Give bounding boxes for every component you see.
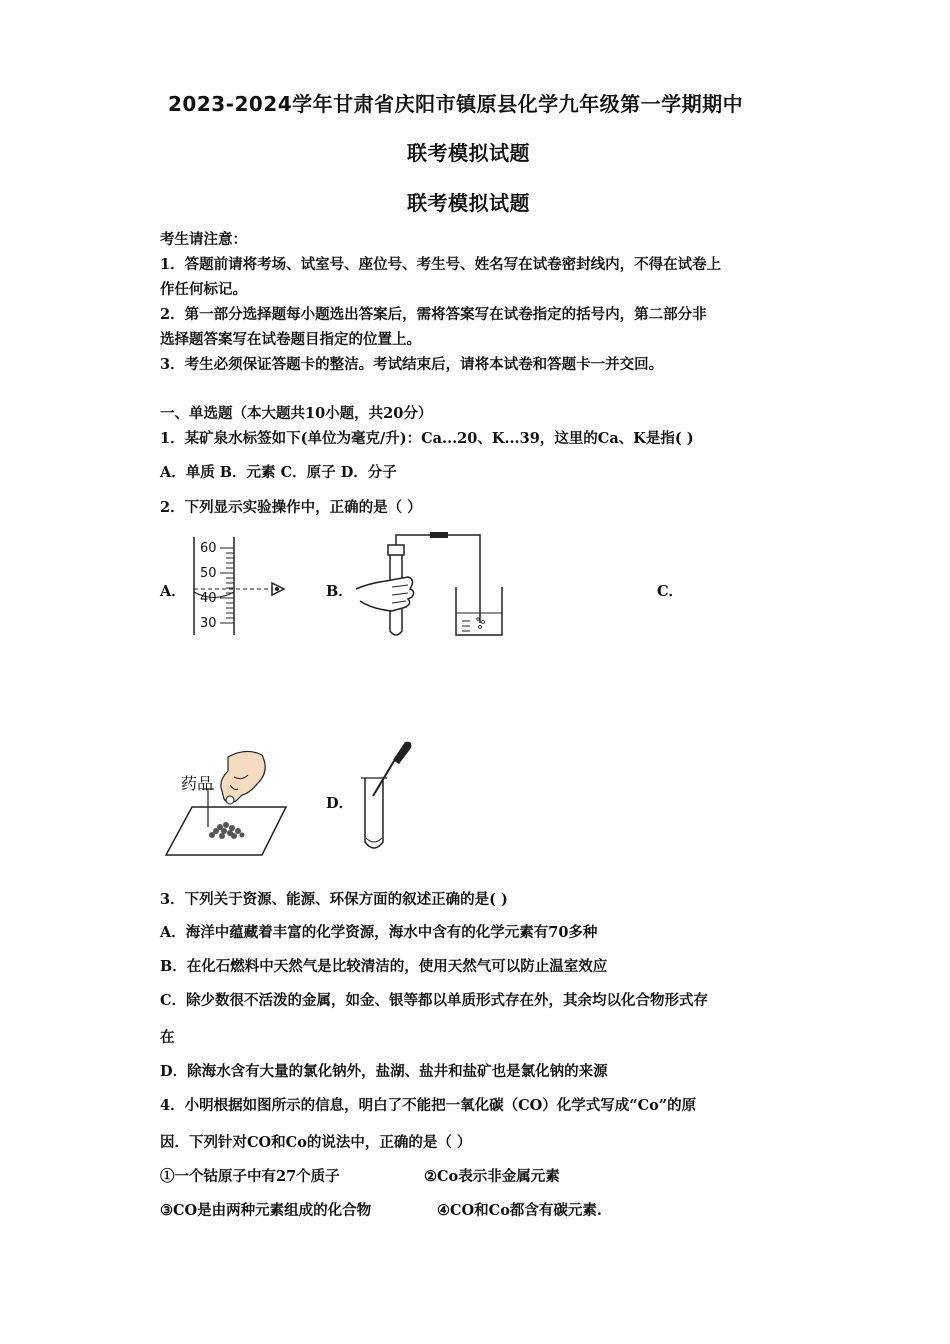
figure-c-drug-label: 药品 [181,774,214,793]
question-1-options: A．单质 B．元素 C．原子 D．分子 [160,464,397,481]
question-4-statement-1: ①一个钴原子中有27个质子 [160,1168,340,1185]
notice-item-1: 1．答题前请将考场、试室号、座位号、考生号、姓名写在试卷密封线内，不得在试卷上 [160,256,722,273]
notice-item-1-cont: 作任何标记。 [160,281,247,298]
question-4-statement-3: ③CO是由两种元素组成的化合物 [160,1202,372,1219]
figure-a-tick-50: 50 [200,566,217,581]
option-d-label: D． [326,795,354,812]
page-subtitle: 联考模拟试题 [407,141,530,165]
figure-a-tick-60: 60 [200,541,217,556]
question-3-option-a: A．海洋中蕴藏着丰富的化学资源，海水中含有的化学元素有70多种 [160,924,598,941]
figure-d-dropper-test-tube [355,738,420,856]
option-b-label: B． [326,583,353,600]
question-3-stem: 3．下列关于资源、能源、环保方面的叙述正确的是( ) [160,891,508,908]
figure-a-graduated-cylinder [180,535,295,640]
question-4-stem: 4．小明根据如图所示的信息，明白了不能把一氧化碳（CO）化学式写成“Co”的原 [160,1097,697,1114]
notice-item-2-cont: 选择题答案写在试卷题目指定的位置上。 [160,331,421,348]
option-c-label: C． [657,583,684,600]
page-subtitle-repeat: 联考模拟试题 [407,191,530,215]
option-a-label: A． [160,583,186,600]
figure-a-tick-40: 40 [200,591,217,606]
question-1-stem: 1．某矿泉水标签如下(单位为毫克/升)：Ca...20、K...39，这里的Ca、K是指( ) [160,430,694,447]
question-4-stem-cont: 因．下列针对CO和Co的说法中，正确的是（ ） [160,1134,472,1151]
question-3-option-c-cont: 在 [160,1029,175,1046]
section-heading: 一、单选题（本大题共10小题，共20分） [160,405,433,422]
notice-heading: 考生请注意： [160,231,247,248]
question-3-option-c: C．除少数很不活泼的金属，如金、银等都以单质形式存在外，其余均以化合物形式存 [160,992,709,1009]
figure-b-airtightness-check [352,527,507,642]
question-2-stem: 2．下列显示实验操作中，正确的是（ ） [160,499,422,516]
notice-item-3: 3．考生必须保证答题卡的整洁。考试结束后，请将本试卷和答题卡一并交回。 [160,356,664,373]
question-3-option-b: B．在化石燃料中天然气是比较清洁的，使用天然气可以防止温室效应 [160,958,608,975]
notice-item-2: 2．第一部分选择题每小题选出答案后，需将答案写在试卷指定的括号内，第二部分非 [160,306,707,323]
figure-c-taking-solid-with-hand [162,745,292,860]
question-3-option-d: D．除海水含有大量的氯化钠外，盐湖、盐井和盐矿也是氯化钠的来源 [160,1063,608,1080]
question-4-statement-4: ④CO和Co都含有碳元素. [437,1202,602,1219]
question-4-statement-2: ②Co表示非金属元素 [424,1168,560,1185]
page-title: 2023-2024学年甘肃省庆阳市镇原县化学九年级第一学期期中 [168,92,744,116]
figure-a-tick-30: 30 [200,616,217,631]
